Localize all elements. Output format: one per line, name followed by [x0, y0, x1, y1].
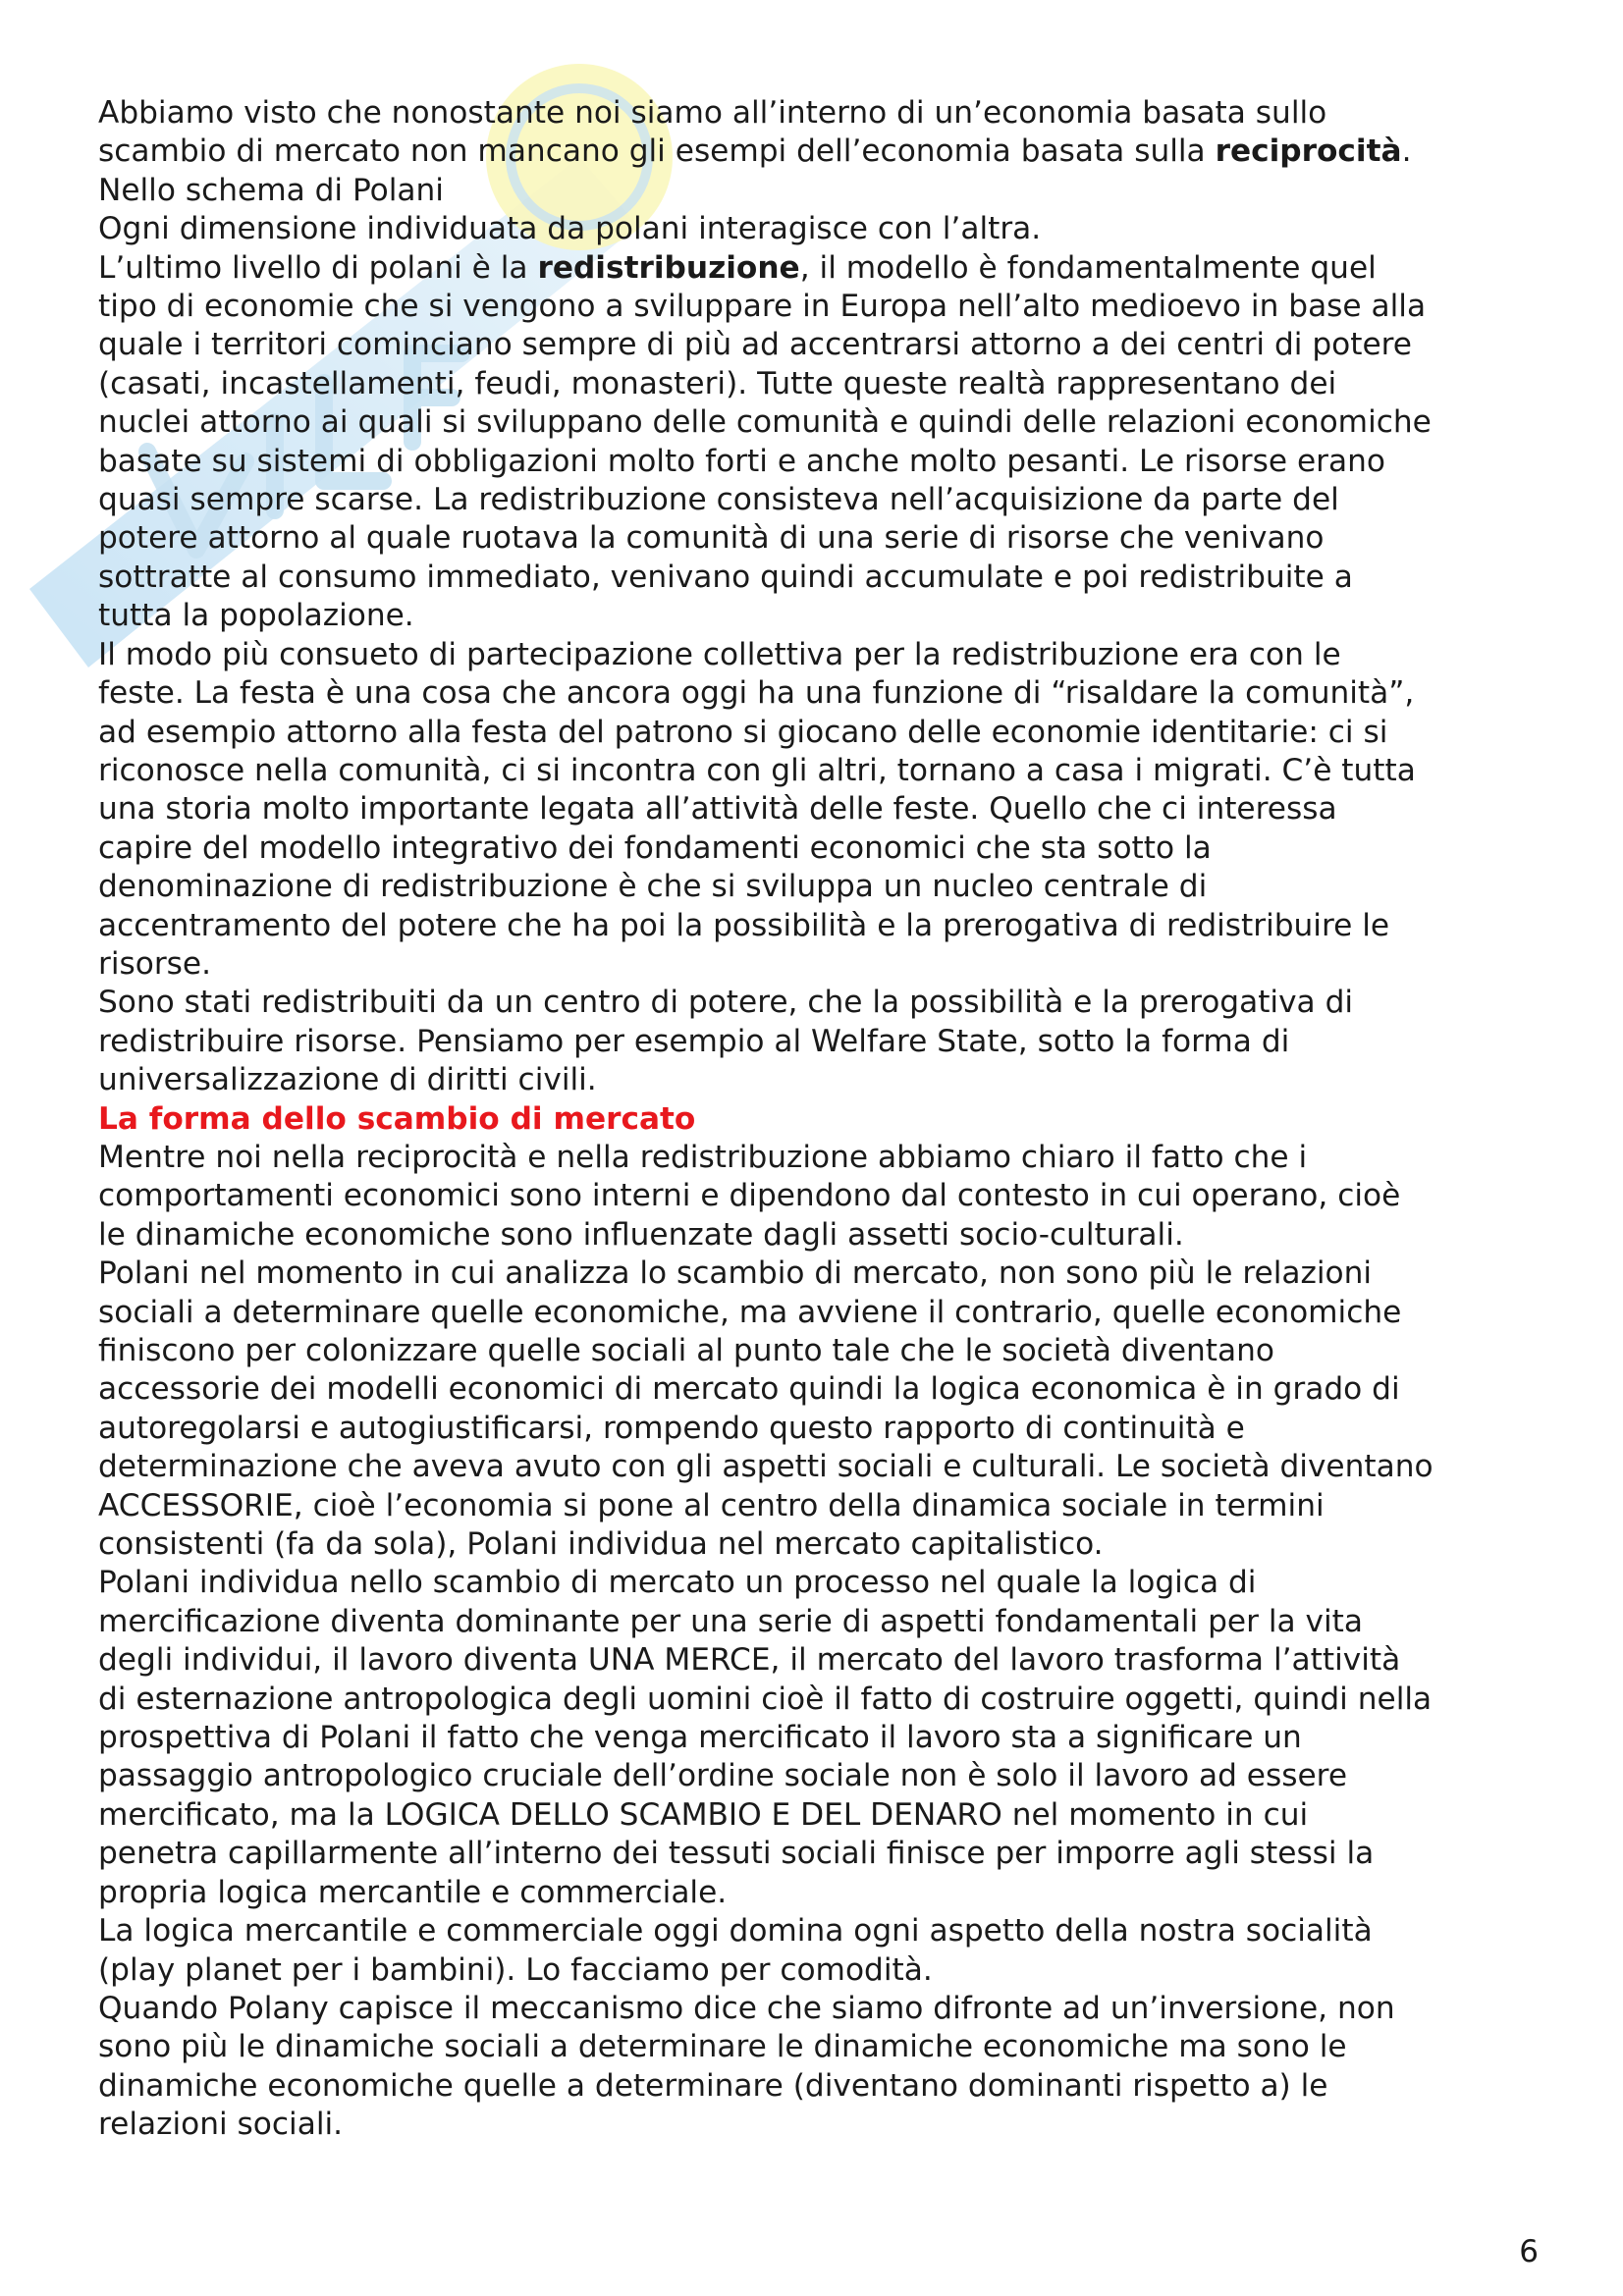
paragraph-contesto: Mentre noi nella reciprocità e nella redistribuzione abbiamo chiaro il fatto che i comportamenti economici sono interni e dipendono dal contesto in cui operano, cioè le dinamiche economiche sono influenzate dagli assetti socio-culturali. — [98, 1139, 1401, 1253]
paragraph-logica-mercantile: La logica mercantile e commerciale oggi domina ogni aspetto della nostra socialità (play planet per i bambini). Lo facciamo per comodità. — [98, 1913, 1373, 1988]
section-heading: La forma dello scambio di mercato — [98, 1100, 696, 1137]
paragraph-schema-polani: Nello schema di Polani — [98, 172, 444, 208]
bold-term-redistribuzione: redistribuzione — [537, 249, 800, 286]
paragraph-inversione: Quando Polany capisce il meccanismo dice che siamo difronte ad un’inversione, non sono più le dinamiche sociali a determinare le dinamiche economiche ma sono le dinamiche economiche quelle a determinare (diventano dominanti rispetto a) le relazioni sociali. — [98, 1990, 1395, 2143]
page-content — [98, 94, 1542, 2145]
paragraph-feste: Il modo più consueto di partecipazione collettiva per la redistribuzione era con le feste. La festa è una cosa che ancora oggi ha una funzione di “risaldare la comunità”, ad esempio attorno alla festa del patrono si giocano delle economie identitarie: ci si riconosce nella comunità, ci si incontra con gli altri, tornano a casa i migrati. C’è tutta una storia molto importante legata all’attività delle feste. Quello che ci interessa capire del modello integrativo dei fondamenti economici che sta sotto la denominazione di redistribuzione è che si sviluppa un nucleo centrale di accentramento del potere che ha poi la possibilità e la prerogativa di redistribuire le risorse. — [98, 636, 1416, 982]
paragraph-mercificazione: Polani individua nello scambio di mercato un processo nel quale la logica di mercificazione diventa dominante per una serie di aspetti fondamentali per la vita degli individui, il lavoro diventa UNA MERCE, il mercato del lavoro trasforma l’attività di esternazione antropologica degli uomini cioè il fatto di costruire oggetti, quindi nella prospettiva di Polani il fatto che venga mercificato il lavoro sta a significare un passaggio antropologico cruciale dell’ordine sociale non è solo il lavoro ad essere mercificato, ma la LOGICA DELLO SCAMBIO E DEL DENARO nel momento in cui penetra capillarmente all’interno dei tessuti sociali finisce per imporre agli stessi la propria logica mercantile e commerciale. — [98, 1565, 1433, 1910]
bold-term-reciprocita: reciprocità — [1215, 133, 1402, 170]
paragraph-welfare-state: Sono stati redistribuiti da un centro di potere, che la possibilità e la prerogativa di redistribuire risorse. Pensiamo per esempio al Welfare State, sotto la forma di universalizzazione di diritti civili. — [98, 985, 1354, 1098]
paragraph-dimensioni: Ogni dimensione individuata da polani interagisce con l’altra. — [98, 211, 1042, 247]
paragraph-reciprocita: Abbiamo visto che nonostante noi siamo all’interno di un’economia basata sullo scambio di mercato non mancano gli esempi dell’economia basata sulla reciprocità. — [98, 95, 1412, 170]
paragraph-scambio-mercato: Polani nel momento in cui analizza lo scambio di mercato, non sono più le relazioni sociali a determinare quelle economiche, ma avviene il contrario, quelle economiche finiscono per colonizzare quelle sociali al punto tale che le società diventano accessorie dei modelli economici di mercato quindi la logica economica è in grado di autoregolarsi e autogiustificarsi, rompendo questo rapporto di continuità e determinazione che aveva avuto con gli aspetti sociali e culturali. Le società diventano ACCESSORIE, cioè l’economia si pone al centro della dinamica sociale in termini consistenti (fa da sola), Polani individua nel mercato capitalistico. — [98, 1255, 1434, 1563]
page-number: 6 — [1519, 2234, 1539, 2269]
paragraph-redistribuzione: L’ultimo livello di polani è la redistribuzione, il modello è fondamentalmente quel tipo di economie che si vengono a sviluppare in Europa nell’alto medioevo in base alla quale i territori cominciano sempre di più ad accentrarsi attorno a dei centri di potere (casati, incastellamenti, feudi, monasteri). Tutte queste realtà rappresentano dei nuclei attorno ai quali si sviluppano delle comunità e quindi delle relazioni economiche basate su sistemi di obbligazioni molto forti e anche molto pesanti. Le risorse erano quasi sempre scarse. La redistribuzione consisteva nell’acquisizione da parte del potere attorno al quale ruotava la comunità di una serie di risorse che venivano sottratte al consumo immediato, venivano quindi accumulate e poi redistribuite a tutta la popolazione. — [98, 249, 1432, 634]
